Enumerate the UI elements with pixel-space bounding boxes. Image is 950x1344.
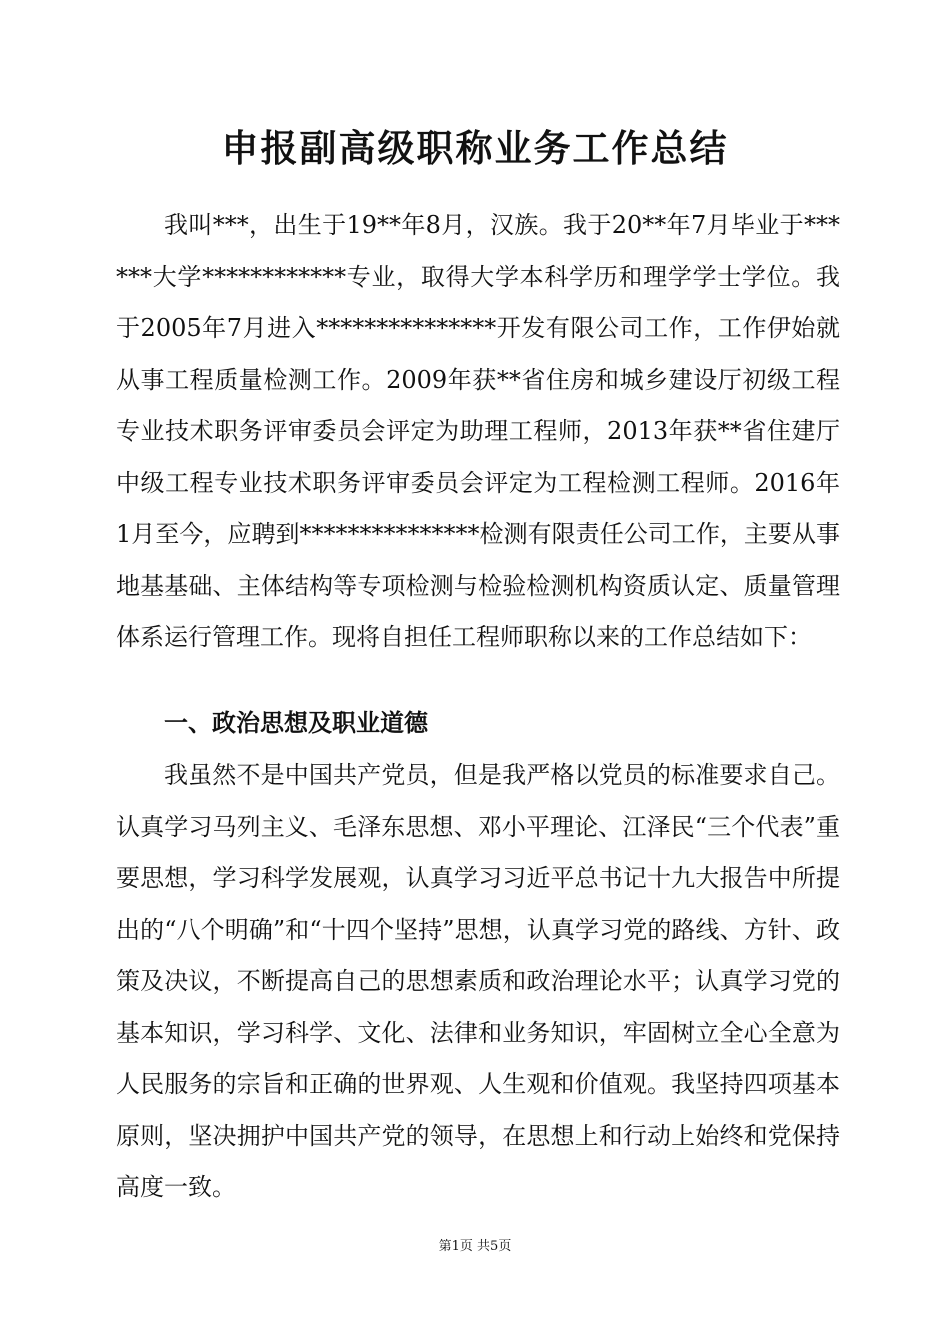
page-number-footer: 第1页 共5页	[438, 1239, 512, 1254]
political-paragraph: 我虽然不是中国共产党员，但是我严格以党员的标准要求自己。认真学习马列主义、毛泽东思想、邓小平理论、江泽民“三个代表”重要思想，学习科学发展观，认真学习习近平总书记十九大报告中所提出的“八个明确”和“十四个坚持”思想，认真学习党的路线、方针、政策及决议，不断提高自己的思想素质和政治理论水平；认真学习党的基本知识，学习科学、文化、法律和业务知识，牢固树立全心全意为人民服务的宗旨和正确的世界观、人生观和价值观。我坚持四项基本原则，坚决拥护中国共产党的领导，在思想上和行动上始终和党保持高度一致。	[116, 761, 840, 1201]
document-title: 申报副高级职称业务工作总结	[221, 126, 729, 170]
intro-paragraph: 我叫***，出生于19**年8月，汉族。我于20**年7月毕业于******大学************专业，取得大学本科学历和理学学士学位。我于2005年7月进入***************开发有限公司工作，工作伊始就从事工程质量检测工作。2009年获**省住房和城乡建设厅初级工程专业技术职务评审委员会评定为助理工程师，2013年获**省住建厅中级工程专业技术职务评审委员会评定为工程检测工程师。2016年1月至今，应聘到***************检测有限责任公司工作，主要从事地基基础、主体结构等专项检测与检验检测机构资质认定、质量管理体系运行管理工作。现将自担任工程师职称以来的工作总结如下：	[116, 211, 840, 651]
section-heading: 一、政治思想及职业道德	[164, 708, 428, 737]
